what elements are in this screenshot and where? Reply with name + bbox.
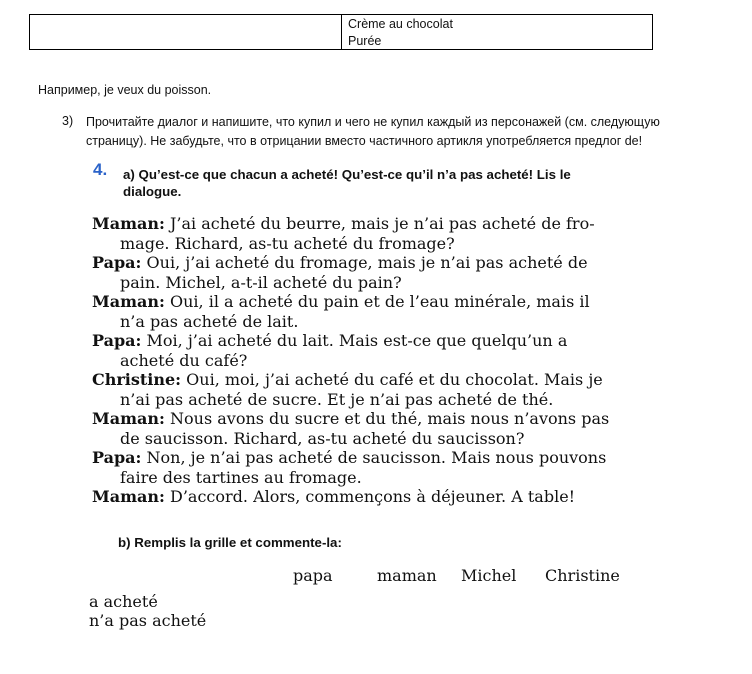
table-divider bbox=[341, 15, 342, 49]
speech: Oui, j’ai acheté du fromage, mais je n’ai pas acheté de bbox=[141, 253, 588, 272]
speaker: Papa: bbox=[92, 253, 142, 272]
dialogue-line: acheté du café? bbox=[120, 350, 248, 370]
table-cell-line: Purée bbox=[348, 34, 382, 48]
speech: Oui, il a acheté du pain et de l’eau minérale, mais il bbox=[164, 292, 590, 311]
dialogue-line bbox=[92, 214, 652, 234]
dialogue-line: pain. Michel, a-t-il acheté du pain? bbox=[120, 272, 402, 292]
dialogue-line bbox=[92, 487, 652, 507]
table-cell-line: Crème au chocolat bbox=[348, 17, 453, 31]
dialogue-line bbox=[92, 292, 652, 312]
grid-column-header: Michel bbox=[461, 566, 517, 585]
speech: Moi, j’ai acheté du lait. Mais est-ce que quelqu’un a bbox=[141, 331, 568, 350]
dialogue-line: n’a pas acheté de lait. bbox=[120, 311, 299, 331]
dialogue-line bbox=[92, 448, 652, 468]
grid-row-label: a acheté bbox=[89, 592, 158, 611]
dialogue-line bbox=[92, 409, 652, 429]
dialogue-line: faire des tartines au fromage. bbox=[120, 467, 362, 487]
grid-row-label: n’a pas acheté bbox=[89, 611, 207, 630]
dialogue bbox=[92, 214, 652, 507]
speaker: Papa: bbox=[92, 331, 142, 350]
exercise-part-a bbox=[123, 166, 653, 200]
task-line: страницу). Не забудьте, что в отрицании вместо частичного артикля употребляется предлог de! bbox=[86, 134, 643, 148]
top-table bbox=[29, 14, 653, 50]
part-a-line: a) Qu’est-ce que chacun a acheté! Qu’est-ce qu’il n’a pas acheté! Lis le bbox=[123, 167, 571, 182]
speaker: Christine: bbox=[92, 370, 182, 389]
speaker: Maman: bbox=[92, 487, 165, 506]
grid-column-header: papa bbox=[293, 566, 333, 585]
dialogue-line: de saucisson. Richard, as-tu acheté du saucisson? bbox=[120, 428, 525, 448]
dialogue-line bbox=[92, 253, 652, 273]
speech: Nous avons du sucre et du thé, mais nous n’avons pas bbox=[164, 409, 610, 428]
example-line: Например, je veux du poisson. bbox=[38, 83, 212, 97]
part-a-line: dialogue. bbox=[123, 184, 182, 199]
speech: Non, je n’ai pas acheté de saucisson. Mais nous pouvons bbox=[141, 448, 607, 467]
speaker: Maman: bbox=[92, 409, 165, 428]
speech: Oui, moi, j’ai acheté du café et du chocolat. Mais je bbox=[181, 370, 603, 389]
speaker: Maman: bbox=[92, 292, 165, 311]
speaker: Maman: bbox=[92, 214, 165, 233]
speech: D’accord. Alors, commençons à déjeuner. A table! bbox=[164, 487, 576, 506]
task-line: Прочитайте диалог и напишите, что купил и чего не купил каждый из персонажей (см. следующую bbox=[86, 115, 660, 129]
dialogue-line bbox=[92, 331, 652, 351]
grid-column-header: Christine bbox=[545, 566, 620, 585]
grid-column-header: maman bbox=[377, 566, 437, 585]
exercise-part-b: b) Remplis la grille et commente-la: bbox=[118, 535, 342, 550]
dialogue-line: n’ai pas acheté de sucre. Et je n’ai pas acheté de thé. bbox=[120, 389, 554, 409]
exercise-number: 4. bbox=[93, 160, 108, 179]
table-cell-right bbox=[348, 16, 453, 50]
task-instructions bbox=[86, 113, 726, 151]
speech: J’ai acheté du beurre, mais je n’ai pas acheté de fro- bbox=[164, 214, 595, 233]
task-number: 3) bbox=[62, 114, 74, 128]
dialogue-line bbox=[92, 370, 652, 390]
speaker: Papa: bbox=[92, 448, 142, 467]
dialogue-line: mage. Richard, as-tu acheté du fromage? bbox=[120, 233, 455, 253]
